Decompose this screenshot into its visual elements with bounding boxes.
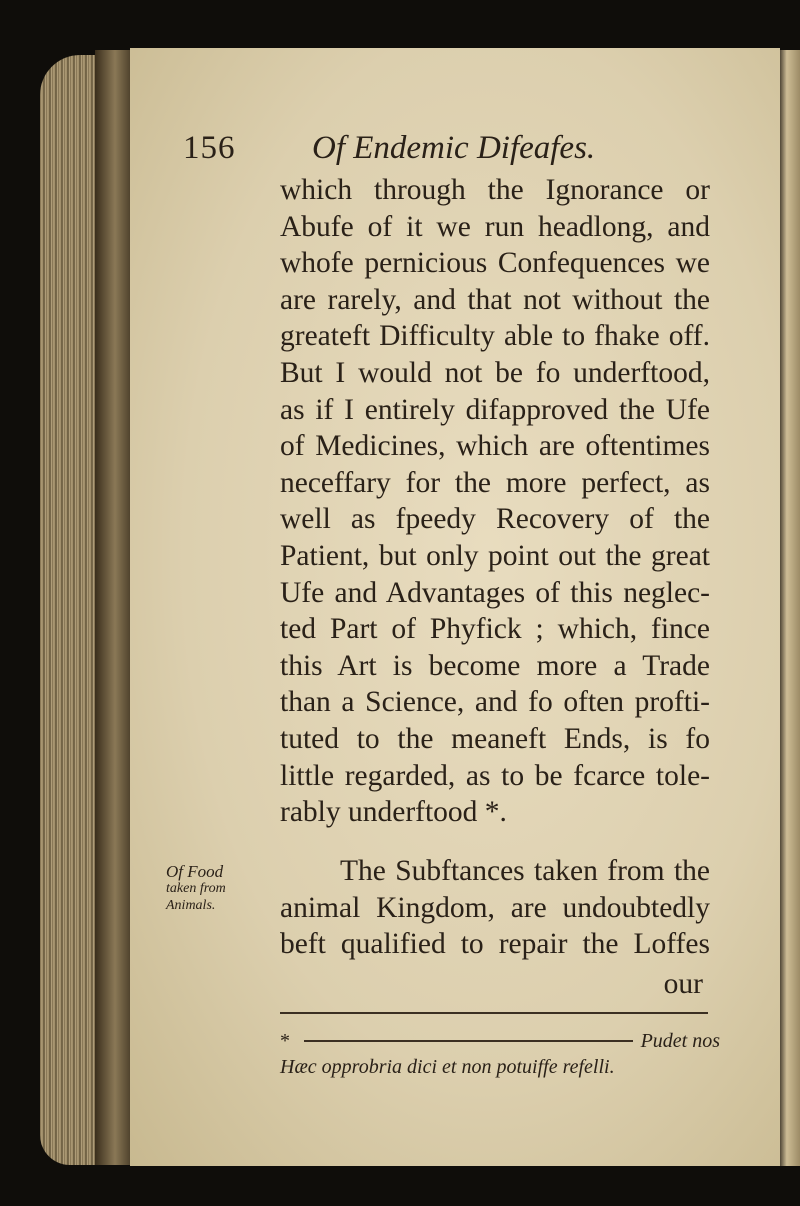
footnote-rule — [280, 1012, 708, 1014]
text-line: of Medicines, which are oftentimes — [280, 430, 710, 463]
text-line: Abufe of it we run headlong, and — [280, 210, 710, 243]
margin-note — [166, 863, 246, 914]
text-line: neceffary for the more perfect, as — [280, 466, 710, 499]
book-page — [130, 48, 780, 1166]
text-line: greateft Difficulty able to fhake off. — [280, 320, 710, 353]
text-line: The Subftances taken from the — [340, 855, 710, 887]
footnote-mark: * — [280, 1030, 290, 1052]
page-header — [130, 128, 780, 178]
page-number: 156 — [183, 130, 236, 166]
text-line: this Art is become more a Trade — [280, 649, 710, 682]
next-page-edge — [778, 50, 800, 1166]
text-line: animal Kingdom, are undoubtedly — [280, 891, 710, 924]
text-line: than a Science, and fo often profti- — [280, 686, 710, 719]
footnote-quote-start: Pudet nos — [640, 1030, 720, 1052]
text-line: little regarded, as to be fcarce tole- — [280, 759, 710, 792]
text-line: Patient, but only point out the great — [280, 539, 710, 572]
book-spine — [95, 50, 135, 1165]
text-line: which through the Ignorance or — [280, 174, 710, 206]
footnote-dash — [304, 1040, 633, 1042]
text-line: Ufe and Advantages of this neglec- — [280, 576, 710, 609]
footnote-quote-end: Hæc opprobria dici et non potuiffe refelli. — [280, 1056, 615, 1078]
footnote — [280, 1028, 720, 1080]
running-head: Of Endemic Difeafes. — [312, 130, 596, 166]
text-line: ted Part of Phyfick ; which, fince — [280, 613, 710, 646]
text-line: are rarely, and that not without the — [280, 283, 710, 316]
margin-note-line: taken from — [166, 881, 226, 896]
catchword: our — [663, 968, 703, 1000]
paragraph-2 — [280, 853, 710, 963]
text-line: as if I entirely difapproved the Ufe — [280, 393, 710, 426]
paragraph-1 — [280, 172, 710, 831]
text-line: beft qualified to repair the Loffes — [280, 928, 710, 961]
margin-note-line: Animals. — [166, 898, 216, 913]
text-line: whofe pernicious Confequences we — [280, 247, 710, 280]
text-line: rably underftood *. — [280, 796, 507, 829]
margin-note-line: Of Food — [166, 862, 224, 881]
text-line: well as fpeedy Recovery of the — [280, 503, 710, 536]
text-line: tuted to the meaneft Ends, is fo — [280, 722, 710, 755]
text-line: But I would not be fo underftood, — [280, 356, 710, 389]
